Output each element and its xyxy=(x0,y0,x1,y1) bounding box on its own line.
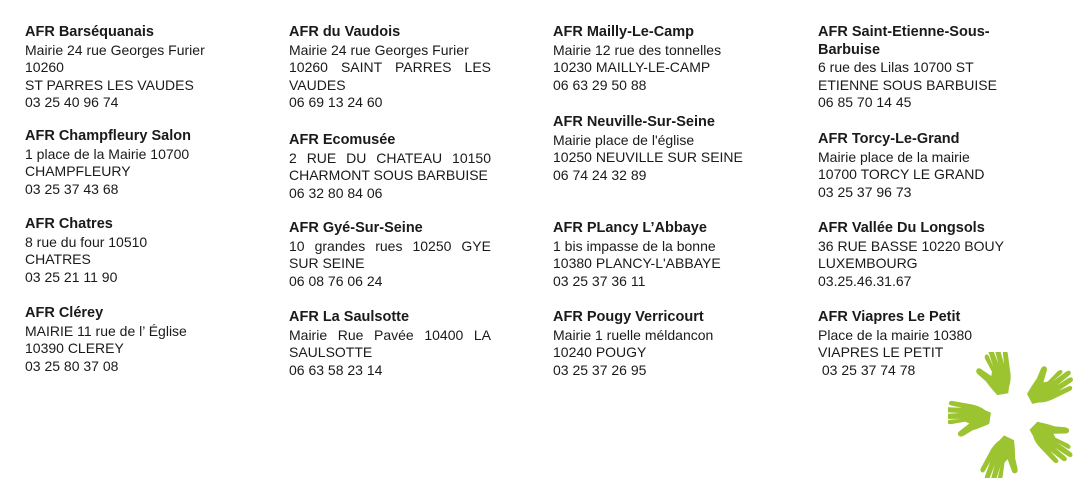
entry-la-saulsotte xyxy=(289,309,491,379)
entry-address: Mairie 24 rue Georges Furier xyxy=(289,41,469,58)
entry-phone: 06 63 58 23 14 xyxy=(289,361,383,378)
entry-phone: 03 25 80 37 08 xyxy=(25,357,119,374)
entry-ecomusee xyxy=(289,132,491,202)
entry-du-vaudois xyxy=(289,24,491,112)
hands-circle-logo-icon xyxy=(948,352,1078,478)
entry-address: Mairie Rue Pavée 10400 LA xyxy=(289,326,491,343)
entry-name: AFR du Vaudois xyxy=(289,24,401,40)
entry-name: AFR Clérey xyxy=(25,305,104,321)
entry-champfleury-salon xyxy=(25,128,247,198)
entry-address: 10260 SAINT PARRES LES xyxy=(289,59,491,75)
entry-name: AFR Ecomusée xyxy=(289,132,396,148)
entry-address: Mairie place de l'église xyxy=(553,131,695,148)
entry-address: 10380 PLANCY-L'ABBAYE xyxy=(553,255,721,271)
entry-phone: 06 32 80 84 06 xyxy=(289,184,383,201)
entry-address: 2 RUE DU CHATEAU 10150 xyxy=(289,149,491,166)
entry-phone: 03 25 37 43 68 xyxy=(25,180,119,197)
entry-neuville-sur-seine xyxy=(553,114,775,184)
entry-name: AFR Vallée Du Longsols xyxy=(818,220,985,236)
entry-name: AFR PLancy L’Abbaye xyxy=(553,220,707,236)
entry-address: ST PARRES LES VAUDES xyxy=(25,76,194,93)
entry-gye-sur-seine xyxy=(289,220,491,290)
entry-name: AFR Champfleury Salon xyxy=(25,128,191,144)
entry-address: 10240 POUGY xyxy=(553,344,647,360)
entry-address: CHARMONT SOUS BARBUISE xyxy=(289,167,488,183)
entry-name: AFR Saint-Etienne-Sous-Barbuise xyxy=(818,24,990,58)
entry-name: AFR Barséquanais xyxy=(25,24,154,40)
entry-name: AFR Mailly-Le-Camp xyxy=(553,24,694,40)
entry-phone: 06 74 24 32 89 xyxy=(553,166,647,183)
entry-chatres xyxy=(25,216,247,286)
entry-address: 8 rue du four 10510 xyxy=(25,233,148,250)
entry-saint-etienne-sous-barbuise xyxy=(818,24,1018,112)
entry-torcy-le-grand xyxy=(818,131,1018,201)
entry-phone: 03.25.46.31.67 xyxy=(818,272,912,289)
entry-vallee-du-longsols xyxy=(818,220,1018,290)
entry-address: Place de la mairie 10380 xyxy=(818,326,973,343)
entry-name: AFR Neuville-Sur-Seine xyxy=(553,114,715,130)
entry-address: 10700 TORCY LE GRAND xyxy=(818,166,985,182)
entry-address: 10390 CLEREY xyxy=(25,340,124,356)
entry-address: 1 place de la Mairie 10700 xyxy=(25,145,190,162)
entry-address: VAUDES xyxy=(289,76,346,93)
entry-name: AFR Viapres Le Petit xyxy=(818,309,961,325)
entry-phone: 03 25 37 36 11 xyxy=(553,272,646,289)
entry-address: CHATRES xyxy=(25,251,91,267)
entry-name: AFR Chatres xyxy=(25,216,113,232)
entry-mailly-le-camp xyxy=(553,24,775,94)
entry-phone: 03 25 37 74 78 xyxy=(818,361,916,378)
entry-phone: 03 25 37 96 73 xyxy=(818,183,912,200)
entry-barsequanais xyxy=(25,24,247,112)
entry-name: AFR Gyé-Sur-Seine xyxy=(289,220,423,236)
entry-address: 10260 xyxy=(25,59,64,75)
entry-address: 1 bis impasse de la bonne xyxy=(553,237,716,254)
entry-phone: 06 63 29 50 88 xyxy=(553,76,647,93)
entry-phone: 06 08 76 06 24 xyxy=(289,272,383,289)
entry-address: MAIRIE 11 rue de l’ Église xyxy=(25,322,187,339)
entry-phone: 06 85 70 14 45 xyxy=(818,94,912,110)
entry-address: 36 RUE BASSE 10220 BOUY xyxy=(818,237,1004,254)
entry-phone: 03 25 40 96 74 xyxy=(25,94,119,110)
entry-address: 10230 MAILLY-LE-CAMP xyxy=(553,59,711,75)
entry-address: Mairie 1 ruelle méldancon xyxy=(553,326,714,343)
entry-name: AFR Pougy Verricourt xyxy=(553,309,704,325)
entry-address: LUXEMBOURG xyxy=(818,255,918,271)
entry-phone: 03 25 21 11 90 xyxy=(25,268,118,285)
entry-name: AFR Torcy-Le-Grand xyxy=(818,131,960,147)
entry-address: VIAPRES LE PETIT xyxy=(818,344,944,360)
entry-address: SAULSOTTE xyxy=(289,344,373,360)
entry-address: Mairie 12 rue des tonnelles xyxy=(553,41,722,58)
entry-address: 10250 NEUVILLE SUR SEINE xyxy=(553,149,743,165)
entry-address: SUR SEINE xyxy=(289,255,365,271)
entry-phone: 06 69 13 24 60 xyxy=(289,94,383,110)
entry-address: CHAMPFLEURY xyxy=(25,163,131,179)
entry-plancy-labbaye xyxy=(553,220,775,290)
entry-address: ETIENNE SOUS BARBUISE xyxy=(818,76,997,93)
entry-phone: 03 25 37 26 95 xyxy=(553,361,647,378)
entry-address: 6 rue des Lilas 10700 ST xyxy=(818,59,974,75)
entry-pougy-verricourt xyxy=(553,309,775,379)
entry-name: AFR La Saulsotte xyxy=(289,309,410,325)
entry-address: Mairie place de la mairie xyxy=(818,148,970,165)
entry-clerey xyxy=(25,305,247,375)
entry-address: Mairie 24 rue Georges Furier xyxy=(25,41,205,58)
entry-address: 10 grandes rues 10250 GYE xyxy=(289,237,491,254)
